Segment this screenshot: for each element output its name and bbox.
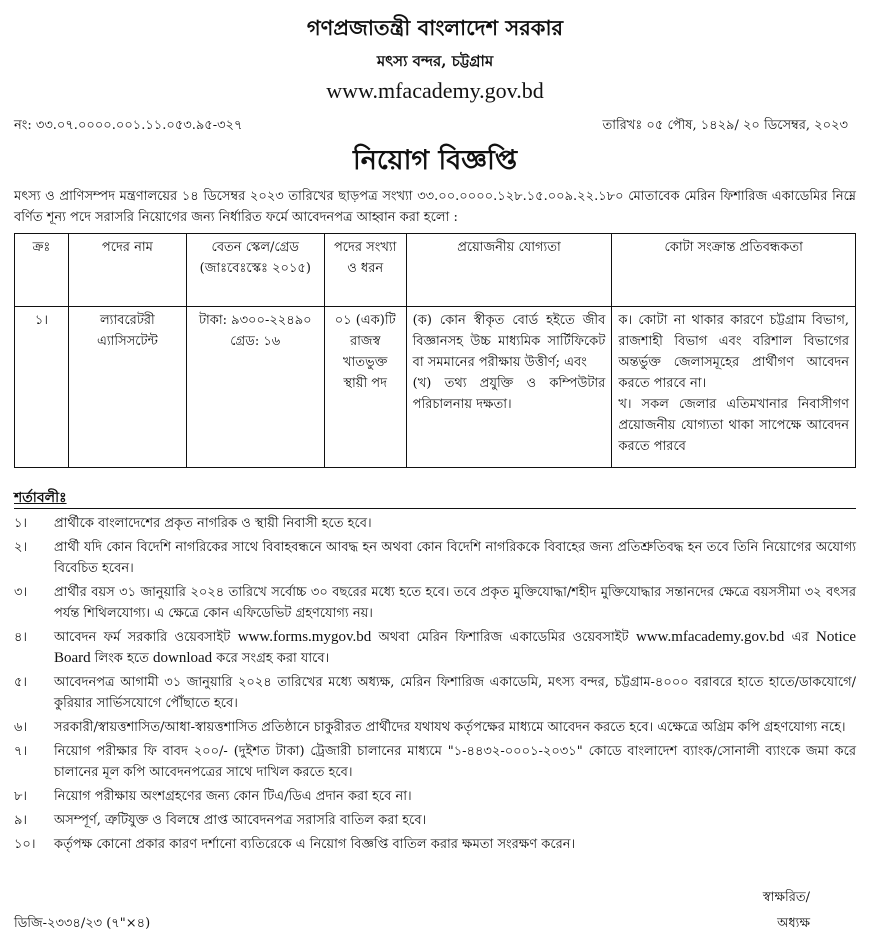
list-item: [14, 786, 856, 807]
item-number: ২।: [14, 540, 28, 555]
list-item: [14, 717, 856, 738]
header-serial: ক্রঃ: [15, 234, 69, 307]
grade-value: গ্রেড: ১৬: [230, 334, 281, 349]
header-scale: বেতন স্কেল/গ্রেড (জাঃবেঃস্কেঃ ২০১৫): [186, 234, 324, 307]
text-part: করে সংগ্রহ করা যাবে।: [212, 651, 330, 666]
item-text: প্রার্থী যদি কোন বিদেশি নাগরিকের সাথে বিবাহবন্ধনে আবদ্ধ হন অথবা কোন বিদেশি নাগরিককে বিবাহের জন্য প্রতিশ্রুতিবদ্ধ হন তবে তিনি নিয়োগের অযোগ্য বিবেচিত হবেন।: [54, 540, 856, 576]
item-text: কর্তৃপক্ষ কোনো প্রকার কারণ দর্শানো ব্যতিরেকে এ নিয়োগ বিজ্ঞপ্তি বাতিল করার ক্ষমতা সংরক্ষণ করেন।: [54, 837, 576, 852]
download-text: download: [152, 650, 213, 666]
cell-qualification: [406, 307, 612, 468]
qualification-b: (খ) তথ্য প্রযুক্তি ও কম্পিউটার পরিচালনায় দক্ষতা।: [412, 376, 606, 412]
organization-name: গণপ্রজাতন্ত্রী বাংলাদেশ সরকার: [306, 15, 564, 40]
notice-board-text: Notice Board: [54, 629, 856, 666]
quota-b: খ। সকল জেলার এতিমখানার নিবাসীগণ প্রয়োজনীয় যোগ্যতা থাকা সাপেক্ষে আবেদন করতে পারবে: [618, 397, 849, 454]
item-text: নিয়োগ পরীক্ষায় অংশগ্রহণের জন্য কোন টিএ/ডিএ প্রদান করা হবে না।: [54, 789, 412, 804]
cell-count: ০১ (এক)টি রাজস্ব খাতভুক্ত স্থায়ী পদ: [324, 307, 406, 468]
page-title: নিয়োগ বিজ্ঞপ্তি: [352, 145, 518, 176]
item-number: ১০।: [14, 837, 36, 852]
organization-address: মৎস্য বন্দর, চট্টগ্রাম: [376, 52, 494, 70]
list-item: [14, 834, 856, 855]
cell-post: ল্যাবরেটরী এ্যাসিসটেন্ট: [68, 307, 186, 468]
list-item: [14, 672, 856, 714]
list-item: [14, 582, 856, 624]
quota-a: ক। কোটা না থাকার কারণে চট্টগ্রাম বিভাগ, রাজশাহী বিভাগ এবং বরিশাল বিভাগের অন্তর্ভুক্ত জেলাসমূহের প্রার্থীগণ আবেদন করতে পারবে না।: [618, 313, 849, 391]
item-text: প্রার্থীকে বাংলাদেশের প্রকৃত নাগরিক ও স্থায়ী নিবাসী হতে হবে।: [54, 516, 372, 531]
item-text: আবেদনপত্র আগামী ৩১ জানুয়ারি ২০২৪ তারিখের মধ্যে অধ্যক্ষ, মেরিন ফিশারিজ একাডেমি, মৎস্য বন্দর, চট্টগ্রাম-৪০০০ বরাবরে হাতে হাতে/ডাকযোগে/কুরিয়ার সার্ভিসযোগে পৌঁছাতে হবে।: [54, 675, 856, 711]
item-text: নিয়োগ পরীক্ষার ফি বাবদ ২০০/- (দুইশত টাকা) ট্রেজারী চালানের মাধ্যমে "১-৪৪৩২-০০০১-২০৩১" কোডে বাংলাদেশ ব্যাংক/সোনালী ব্যাংকে জমা করে চালানের মূল কপি আবেদনপত্রের সাথে দাখিল করতে হবে।: [54, 744, 856, 780]
conditions-heading: শর্তাবলীঃ: [14, 490, 67, 506]
item-number: ৪।: [14, 630, 28, 645]
signatory-title: অধ্যক্ষ: [777, 916, 810, 931]
item-text: অসম্পূর্ণ, ত্রুটিযুক্ত ও বিলম্বে প্রাপ্ত আবেদনপত্র সরাসরি বাতিল করা হবে।: [54, 813, 427, 828]
item-number: ৫।: [14, 675, 28, 690]
forms-link[interactable]: www.forms.mygov.bd: [237, 629, 372, 645]
text-part: আবেদন ফর্ম সরকারি ওয়েবসাইট: [54, 630, 238, 645]
vacancy-table: [14, 233, 856, 468]
intro-paragraph: মৎস্য ও প্রাণিসম্পদ মন্ত্রণালয়ের ১৪ ডিসেম্বর ২০২৩ তারিখের ছাড়পত্র সংখ্যা ৩৩.০০.০০০০.১২৮.১৫.০০৯.২২.১৮০ মোতাবেক মেরিন ফিশারিজ একাডেমির নিম্নে বর্ণিত শূন্য পদে সরাসরি নিয়োগের জন্য নির্ধারিত ফর্মে আবেদনপত্র আহ্বান করা হলো :: [14, 189, 856, 225]
memo-number: নং: ৩৩.০৭.০০০০.০০১.১১.০৫৩.৯৫-৩২৭: [14, 118, 243, 133]
item-number: ৩।: [14, 585, 28, 600]
header-quota: কোটা সংক্রান্ত প্রতিবন্ধকতা: [612, 234, 856, 307]
organization-website: www.mfacademy.gov.bd: [326, 78, 544, 103]
cell-quota: [612, 307, 856, 468]
table-header-row: [15, 234, 856, 307]
table-row: [15, 307, 856, 468]
item-text: প্রার্থীর বয়স ৩১ জানুয়ারি ২০২৪ তারিখে সর্বোচ্চ ৩০ বছরের মধ্যে হতে হবে। তবে প্রকৃত মুক্তিযোদ্ধা/শহীদ মুক্তিযোদ্ধার সন্তানদের ক্ষেত্রে বয়সসীমা ৩২ বৎসর পর্যন্ত শিথিলযোগ্য। এ ক্ষেত্রে কোন এফিডেভিট গ্রহণযোগ্য নয়।: [54, 585, 856, 621]
list-item: [14, 741, 856, 783]
conditions-list: [14, 513, 856, 858]
academy-link[interactable]: www.mfacademy.gov.bd: [635, 629, 785, 645]
print-reference: ডিজি-২৩৩৪/২৩ (৭"×৪): [14, 916, 151, 931]
text-part: এর: [784, 630, 817, 645]
header-post: পদের নাম: [68, 234, 186, 307]
list-item: [14, 810, 856, 831]
divider: [14, 508, 856, 509]
item-text: সরকারী/স্বায়ত্তশাসিত/আধা-স্বায়ত্তশাসিত প্রতিষ্ঠানে চাকুরীরত প্রার্থীদের যথাযথ কর্তৃপক্ষের মাধ্যমে আবেদন করতে হবে। এক্ষেত্রে অগ্রিম কপি গ্রহণযোগ্য নহে।: [54, 720, 846, 735]
item-text: [54, 627, 856, 669]
item-number: ৭।: [14, 744, 28, 759]
text-part: লিংক হতে: [90, 651, 153, 666]
text-part: অথবা মেরিন ফিশারিজ একাডেমির ওয়েবসাইট: [371, 630, 636, 645]
qualification-a: (ক) কোন স্বীকৃত বোর্ড হইতে জীব বিজ্ঞানসহ উচ্চ মাধ্যমিক সার্টিফিকেট বা সমমানের পরীক্ষায় উত্তীর্ণ; এবং: [412, 313, 606, 370]
list-item: [14, 627, 856, 669]
cell-serial: ১।: [15, 307, 69, 468]
signature-status: স্বাক্ষরিত/: [762, 890, 810, 905]
item-number: ৬।: [14, 720, 28, 735]
scale-value: টাকা: ৯৩০০-২২৪৯০: [198, 313, 312, 328]
item-number: ৯।: [14, 813, 28, 828]
list-item: [14, 537, 856, 579]
cell-scale: [186, 307, 324, 468]
item-number: ৮।: [14, 789, 28, 804]
issue-date: তারিখঃ ০৫ পৌষ, ১৪২৯/ ২০ ডিসেম্বর, ২০২৩: [602, 118, 848, 133]
header-count: পদের সংখ্যা ও ধরন: [324, 234, 406, 307]
item-number: ১।: [14, 516, 28, 531]
list-item: [14, 513, 856, 534]
header-qualification: প্রয়োজনীয় যোগ্যতা: [406, 234, 612, 307]
